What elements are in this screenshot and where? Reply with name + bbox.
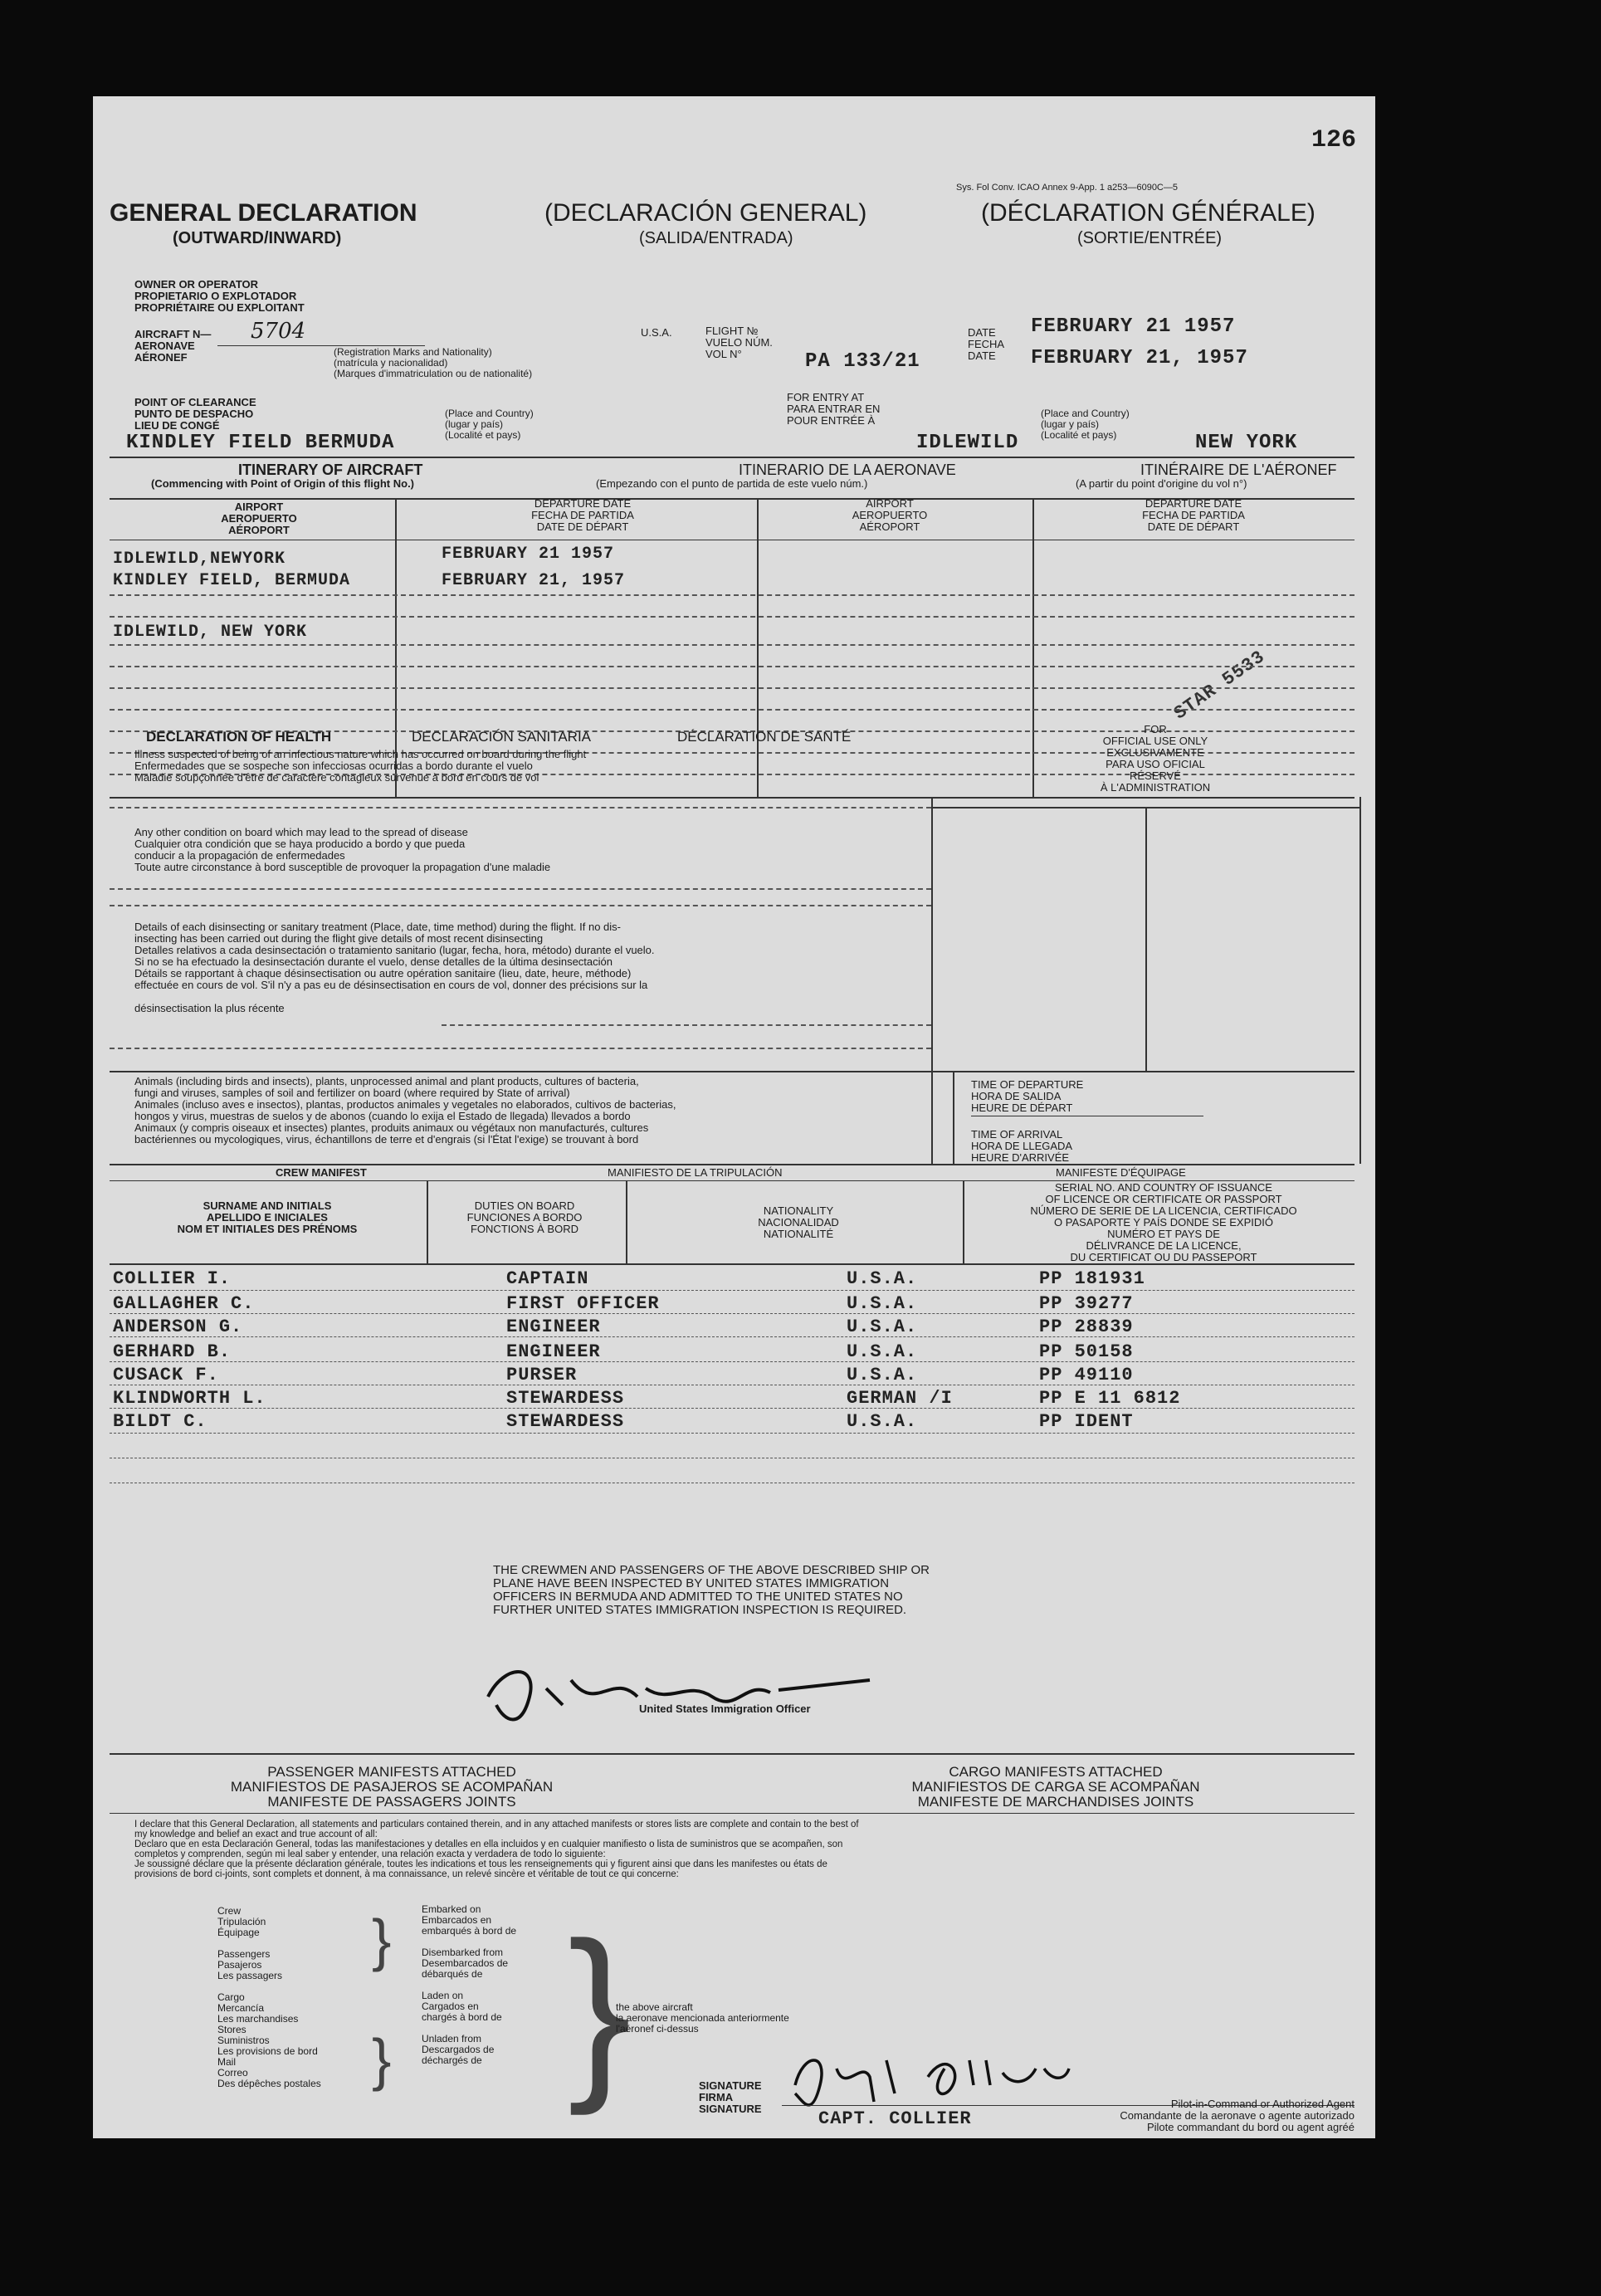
crew-col-nationality: NATIONALITY NACIONALIDAD NATIONALITÉ xyxy=(758,1204,839,1240)
time-of-arrival: TIME OF ARRIVAL HORA DE LLEGADA HEURE D'ARRIVÉE xyxy=(971,1128,1073,1164)
crew-title-fr: MANIFESTE D'ÉQUIPAGE xyxy=(1056,1166,1186,1179)
declaration-document xyxy=(93,96,1375,2138)
declaration-statement: I declare that this General Declaration, all statements and particulars contained therein, and in any attached manifests or stores lists are complete and contain to the best of my knowledge and belief an exact and true account of all: Declaro que en esta Declaración General, todas las manifestaciones y detalles en ella incluidos y en cualquier manifiesto o lista de suministros que se acompañen, son completos y comprenden, según mi leal saber y entender, una relación exacta y verdadera de todo lo siguiente: Je soussigné déclare que la présente déclaration générale, toutes les indications et tous les renseignements qui y figurent ainsi que dans les manifestes ou états de provisions de bord ci-joints, sont complets et donnent, à ma connaissance, un relevé sincère et véritable de tout ce qui concerne: xyxy=(134,1820,859,1879)
health-title-en: DECLARATION OF HEALTH xyxy=(146,729,332,745)
crew-document: PP 39277 xyxy=(1039,1293,1134,1314)
crew-document: PP 28839 xyxy=(1039,1317,1134,1337)
flight-label: FLIGHT № VUELO NÚM. VOL N° xyxy=(705,325,773,360)
title-es-sub: (SALIDA/ENTRADA) xyxy=(639,229,793,247)
itinerary-col-airport-2: AIRPORT AEROPUERTO AÉROPORT xyxy=(852,497,928,533)
itinerary-title-es: ITINERARIO DE LA AERONAVE xyxy=(739,462,956,478)
entry-note: (Place and Country) (lugar y país) (Localité et pays) xyxy=(1041,408,1130,441)
form-reference: Sys. Fol Conv. ICAO Annex 9-App. 1 a253—6090C—5 xyxy=(956,183,1178,193)
crew-nationality: U.S.A. xyxy=(847,1365,918,1385)
entry-value: IDLEWILD xyxy=(916,432,1019,454)
declaration-list-actions: Embarked on Embarcados en embarqués à bord de Disembarked from Desembarcados de débarqués de Laden on Cargados en chargés à bord de Unladen from Descargados de déchargés de xyxy=(422,1903,517,2066)
declaration-list-aircraft: the above aircraft la aeronave mencionada anteriormente l'aéronef ci-dessus xyxy=(616,2001,789,2035)
immigration-officer-signature-image xyxy=(471,1655,886,1730)
crew-name: KLINDWORTH L. xyxy=(113,1388,266,1409)
crew-document: PP 49110 xyxy=(1039,1365,1134,1385)
crew-nationality: U.S.A. xyxy=(847,1293,918,1314)
crew-name: CUSACK F. xyxy=(113,1365,219,1385)
crew-col-document: SERIAL NO. AND COUNTRY OF ISSUANCE OF LICENCE OR CERTIFICATE OR PASSPORT NÚMERO DE SERIE DE LA LICENCIA, CERTIFICADO O PASAPORTE Y PAÍS DONDE SE EXPIDIÓ NUMÉRO ET PAYS DE DÉLIVRANCE DE LA LICENCE, DU CERTIFICAT OU DU PASSEPORT xyxy=(1030,1181,1297,1263)
entry-label: FOR ENTRY AT PARA ENTRAR EN POUR ENTRÉE À xyxy=(787,391,881,427)
official-use-label: FOR OFFICIAL USE ONLY EXCLUSIVAMENTE PARA USO OFICIAL RÉSERVÉ À L'ADMINISTRATION xyxy=(1100,723,1211,794)
clearance-label: POINT OF CLEARANCE PUNTO DE DESPACHO LIEU DE CONGÉ xyxy=(134,396,256,432)
crew-nationality: U.S.A. xyxy=(847,1411,918,1432)
crew-name: GALLAGHER C. xyxy=(113,1293,255,1314)
crew-nationality: U.S.A. xyxy=(847,1341,918,1362)
itinerary-row-airport: KINDLEY FIELD, BERMUDA xyxy=(113,571,351,590)
itinerary-col-departure-1: DEPARTURE DATE FECHA DE PARTIDA DATE DE DÉPART xyxy=(531,497,634,533)
clearance-value: KINDLEY FIELD BERMUDA xyxy=(126,432,395,454)
cargo-manifests-attached: CARGO MANIFESTS ATTACHED MANIFIESTOS DE CARGA SE ACOMPAÑAN MANIFESTE DE MARCHANDISES JOINTS xyxy=(911,1764,1200,1810)
aircraft-nationality-note: (Registration Marks and Nationality) (matrícula y nacionalidad) (Marques d'immatriculation ou de nationalité) xyxy=(334,346,533,379)
title-en-sub: (OUTWARD/INWARD) xyxy=(173,229,342,247)
itinerary-row-airport: IDLEWILD,NEWYORK xyxy=(113,550,286,569)
title-en: GENERAL DECLARATION xyxy=(110,199,417,227)
crew-nationality: U.S.A. xyxy=(847,1268,918,1289)
itinerary-col-departure-2: DEPARTURE DATE FECHA DE PARTIDA DATE DE DÉPART xyxy=(1142,497,1245,533)
health-title-fr: DÉCLARATION DE SANTÉ xyxy=(677,729,852,745)
crew-duty: PURSER xyxy=(506,1365,578,1385)
pilot-signature-image xyxy=(779,2035,1077,2110)
health-disinsecting: Details of each disinsecting or sanitary treatment (Place, date, time method) during the flight. If no dis- insecting has been carried out during the flight give details of most recent disinsecting Detalles relativos a cada desinsectación o tratamiento sanitario (lugar, fecha, hora, método) durante el vuelo. Si no se ha efectuado la desinsectación durante el vuelo, dense detalles de la última desinsectación Détails se rapportant à chaque désinsectisation ou autre opération sanitaire (lieu, date, heure, méthode) effectuée en cours de vol. S'il n'y a pas eu de désinsectisation en cours de vol, donner des précisions sur la désinsectisation la plus récente xyxy=(134,921,655,1014)
itinerary-sub-es: (Empezando con el punto de partida de este vuelo núm.) xyxy=(596,477,868,490)
aircraft-label: AIRCRAFT N— AERONAVE AÉRONEF xyxy=(134,328,212,364)
crew-duty: STEWARDESS xyxy=(506,1411,625,1432)
flight-number: PA 133/21 xyxy=(805,350,920,373)
crew-duty: ENGINEER xyxy=(506,1317,601,1337)
crew-document: PP 181931 xyxy=(1039,1268,1145,1289)
crew-duty: ENGINEER xyxy=(506,1341,601,1362)
itinerary-title-en: ITINERARY OF AIRCRAFT xyxy=(238,462,423,478)
crew-title-en: CREW MANIFEST xyxy=(276,1166,367,1179)
crew-document: PP 50158 xyxy=(1039,1341,1134,1362)
brace-icon: } xyxy=(372,1908,392,1972)
crew-title-es: MANIFIESTO DE LA TRIPULACIÓN xyxy=(608,1166,783,1179)
owner-label: OWNER OR OPERATOR PROPIETARIO O EXPLOTADOR PROPRIÉTAIRE OU EXPLOITANT xyxy=(134,278,305,314)
pilot-name: CAPT. COLLIER xyxy=(818,2108,972,2129)
aircraft-number: 5704 xyxy=(251,319,306,344)
immigration-stamp-text: THE CREWMEN AND PASSENGERS OF THE ABOVE DESCRIBED SHIP OR PLANE HAVE BEEN INSPECTED BY UNITED STATES IMMIGRATION OFFICERS IN BERMUDA AND ADMITTED TO THE UNITED STATES NO FURTHER UNITED STATES IMMIGRATION INSPECTION IS REQUIRED. xyxy=(493,1563,930,1617)
entry-country: NEW YORK xyxy=(1195,432,1298,454)
clearance-note: (Place and Country) (lugar y país) (Localité et pays) xyxy=(445,408,534,441)
date-value-2: FEBRUARY 21, 1957 xyxy=(1031,347,1248,369)
itinerary-sub-en: (Commencing with Point of Origin of this flight No.) xyxy=(151,477,415,490)
date-label: DATE FECHA DATE xyxy=(968,326,1005,362)
title-fr: (DÉCLARATION GÉNÉRALE) xyxy=(981,199,1315,227)
crew-name: GERHARD B. xyxy=(113,1341,232,1362)
crew-name: ANDERSON G. xyxy=(113,1317,243,1337)
title-es: (DECLARACIÓN GENERAL) xyxy=(544,199,867,227)
declaration-list-subjects: Crew Tripulación Équipage Passengers Pasajeros Les passagers Cargo Mercancía Les marchandises Stores Suministros Les provisions de bord Mail Correo Des dépêches postales xyxy=(217,1905,321,2089)
animals-statement: Animals (including birds and insects), plants, unprocessed animal and plant products, cultures of bacteria, fungi and viruses, samples of soil and fertilizer on board (where required by State of arrival) Animales (incluso aves e insectos), plantas, productos animales y vegetales no elaborados, cultivos de bacterias, hongos y virus, muestras de suelos y de abonos (cuando lo exija el Estado de llegada) llevados a bordo Animaux (y compris oiseaux et insectes) plantes, produits animaux ou végétaux non manufacturés, cultures bactériennes ou mycologiques, virus, échantillons de terre et d'engrais (si l'État l'exige) se trouvant à bord xyxy=(134,1075,676,1146)
itinerary-row-date: FEBRUARY 21 1957 xyxy=(442,545,615,564)
crew-document: PP IDENT xyxy=(1039,1411,1134,1432)
crew-nationality: U.S.A. xyxy=(847,1317,918,1337)
signature-label: SIGNATURE FIRMA SIGNATURE xyxy=(699,2079,762,2115)
time-of-departure: TIME OF DEPARTURE HORA DE SALIDA HEURE DE DÉPART xyxy=(971,1078,1084,1114)
itinerary-stamp: STAR 5533 xyxy=(1170,646,1270,725)
crew-duty: FIRST OFFICER xyxy=(506,1293,660,1314)
passenger-manifests-attached: PASSENGER MANIFESTS ATTACHED MANIFIESTOS DE PASAJEROS SE ACOMPAÑAN MANIFESTE DE PASSAGERS JOINTS xyxy=(230,1764,554,1810)
brace-icon: } xyxy=(568,1903,632,2116)
immigration-officer-label: United States Immigration Officer xyxy=(639,1702,811,1715)
title-fr-sub: (SORTIE/ENTRÉE) xyxy=(1077,229,1223,247)
itinerary-row-airport: IDLEWILD, NEW YORK xyxy=(113,623,308,642)
date-value-1: FEBRUARY 21 1957 xyxy=(1031,315,1236,338)
health-other-condition: Any other condition on board which may lead to the spread of disease Cualquier otra condición que se haya producido a bordo y que pueda conducir a la propagación de enfermedades Toute autre circonstance à bord susceptible de provoquer la propagation d'une maladie xyxy=(134,826,551,873)
crew-col-duties: DUTIES ON BOARD FUNCIONES A BORDO FONCTIONS À BORD xyxy=(466,1199,583,1235)
crew-nationality: GERMAN /I xyxy=(847,1388,953,1409)
health-title-es: DECLARACIÓN SANITARIA xyxy=(412,729,592,745)
pilot-role: Pilot-in-Command or Authorized Agent Comandante de la aeronave o agente autorizado Pilote commandant du bord ou agent agréé xyxy=(1120,2098,1355,2133)
crew-name: COLLIER I. xyxy=(113,1268,232,1289)
crew-name: BILDT C. xyxy=(113,1411,207,1432)
crew-col-name: SURNAME AND INITIALS APELLIDO E INICIALES NOM ET INITIALES DES PRÉNOMS xyxy=(177,1199,358,1235)
crew-duty: CAPTAIN xyxy=(506,1268,589,1289)
itinerary-title-fr: ITINÉRAIRE DE L'AÉRONEF xyxy=(1140,462,1337,478)
health-illness: Illness suspected of being of an infectious nature which has occurred on board during the flight Enfermedades que se sospeche son infecciosas ocurridas a bordo durante el vuelo Maladie soupçonnée d'être de caractère contagieux survenue à bord en cours de vol xyxy=(134,748,587,784)
crew-document: PP E 11 6812 xyxy=(1039,1388,1181,1409)
itinerary-col-airport-1: AIRPORT AEROPUERTO AÉROPORT xyxy=(221,501,297,536)
page-number: 126 xyxy=(1311,126,1357,154)
itinerary-row-date: FEBRUARY 21, 1957 xyxy=(442,571,626,590)
aircraft-usa: U.S.A. xyxy=(641,326,672,339)
crew-duty: STEWARDESS xyxy=(506,1388,625,1409)
brace-icon: } xyxy=(372,2027,392,2092)
itinerary-sub-fr: (A partir du point d'origine du vol n°) xyxy=(1076,477,1247,490)
